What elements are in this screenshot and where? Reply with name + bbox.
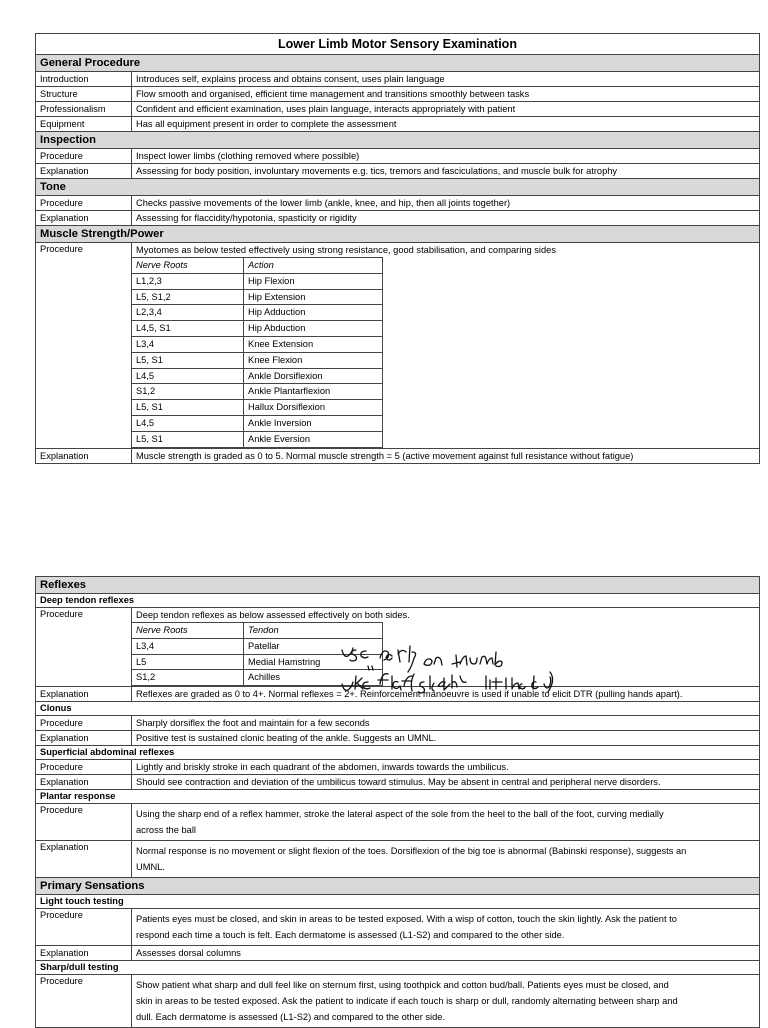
nerve-root-cell: L2,3,4 — [132, 305, 244, 321]
row-label: Introduction — [36, 72, 132, 87]
tendon-cell: Patellar — [244, 638, 383, 654]
action-cell: Ankle Dorsiflexion — [244, 368, 383, 384]
nerve-root-cell: L3,4 — [132, 336, 244, 352]
nerve-root-cell: L4,5 — [132, 368, 244, 384]
section-heading-inspection: Inspection — [36, 132, 760, 149]
table-row — [132, 654, 383, 670]
row-label: Procedure — [36, 909, 132, 946]
row-text: Introduces self, explains process and obtains consent, uses plain language — [132, 72, 760, 87]
page-title: Lower Limb Motor Sensory Examination — [36, 34, 760, 55]
row-text: Patients eyes must be closed, and skin in areas to be tested exposed. With a wisp of cotton, touch the skin lightly. Ask the patient to — [136, 914, 677, 925]
row-label: Structure — [36, 87, 132, 102]
subheading-deep-tendon: Deep tendon reflexes — [36, 594, 760, 608]
subheading-light-touch: Light touch testing — [36, 895, 760, 909]
row-text-cont: respond each time a touch is felt. Each dermatome is assessed (L1-S2) and compared to the other side. — [136, 930, 565, 941]
action-cell: Ankle Inversion — [244, 415, 383, 431]
row-label: Explanation — [36, 687, 132, 702]
col-header-nerve-roots: Nerve Roots — [132, 623, 244, 639]
row-text: Inspect lower limbs (clothing removed where possible) — [132, 149, 760, 164]
section-heading-reflexes: Reflexes — [36, 577, 760, 594]
nerve-root-cell: L5, S1 — [132, 431, 244, 447]
col-header-nerve-roots: Nerve Roots — [132, 258, 244, 274]
row-label: Procedure — [36, 608, 132, 687]
row-text: Has all equipment present in order to complete the assessment — [132, 117, 760, 132]
row-label: Procedure — [36, 716, 132, 731]
row-text: Myotomes as below tested effectively using strong resistance, good stabilisation, and comparing sides — [136, 245, 556, 255]
table-row — [132, 336, 383, 352]
action-cell: Hallux Dorsiflexion — [244, 400, 383, 416]
row-label: Equipment — [36, 117, 132, 132]
table-row — [132, 638, 383, 654]
row-label: Professionalism — [36, 102, 132, 117]
table-row — [132, 415, 383, 431]
table-row — [132, 368, 383, 384]
row-label: Procedure — [36, 243, 132, 449]
table-row — [132, 273, 383, 289]
action-cell: Ankle Plantarflexion — [244, 384, 383, 400]
row-text: Positive test is sustained clonic beating of the ankle. Suggests an UMNL. — [132, 731, 760, 746]
tendon-table — [131, 622, 383, 686]
row-label: Explanation — [36, 211, 132, 226]
action-cell: Knee Flexion — [244, 352, 383, 368]
row-label: Explanation — [36, 731, 132, 746]
action-cell: Hip Adduction — [244, 305, 383, 321]
row-label: Procedure — [36, 804, 132, 841]
row-text-cont: dull. Each dermatome is assessed (L1-S2) and compared to the other side. — [136, 1012, 446, 1023]
reflexes-sensation-table — [35, 576, 760, 1028]
nerve-root-cell: L4,5 — [132, 415, 244, 431]
tendon-cell: Achilles — [244, 670, 383, 686]
row-text: Normal response is no movement or slight flexion of the toes. Dorsiflexion of the big toe is abnormal (Babinski response), suggests an — [136, 846, 687, 857]
row-text: Using the sharp end of a reflex hammer, stroke the lateral aspect of the sole from the heel to the ball of the foot, curving medially — [136, 809, 664, 820]
nerve-root-cell: L5, S1,2 — [132, 289, 244, 305]
action-cell: Hip Abduction — [244, 321, 383, 337]
table-row — [132, 321, 383, 337]
row-label: Explanation — [36, 448, 132, 463]
subheading-plantar: Plantar response — [36, 790, 760, 804]
row-label: Procedure — [36, 196, 132, 211]
table-row — [132, 384, 383, 400]
nerve-root-cell: L3,4 — [132, 638, 244, 654]
table-row — [132, 670, 383, 686]
row-label: Explanation — [36, 841, 132, 878]
row-text: Muscle strength is graded as 0 to 5. Normal muscle strength = 5 (active movement against full resistance without fatigue) — [132, 448, 760, 463]
motor-sensory-table — [35, 33, 760, 464]
table-row — [132, 400, 383, 416]
myotome-table — [131, 257, 383, 448]
row-text: Reflexes are graded as 0 to 4+. Normal reflexes = 2+. Reinforcement manoeuvre is used if unable to elicit DTR (pulling hands apart). — [132, 687, 760, 702]
nerve-root-cell: L5, S1 — [132, 400, 244, 416]
section-heading-muscle: Muscle Strength/Power — [36, 226, 760, 243]
row-text: Confident and efficient examination, uses plain language, interacts appropriately with patient — [132, 102, 760, 117]
action-cell: Knee Extension — [244, 336, 383, 352]
row-text: Deep tendon reflexes as below assessed effectively on both sides. — [136, 610, 410, 620]
nerve-root-cell: L5 — [132, 654, 244, 670]
action-cell: Hip Flexion — [244, 273, 383, 289]
table-row — [132, 289, 383, 305]
nerve-root-cell: L5, S1 — [132, 352, 244, 368]
row-text: Flow smooth and organised, efficient time management and transitions smoothly between tasks — [132, 87, 760, 102]
section-heading-primary: Primary Sensations — [36, 878, 760, 895]
row-label: Procedure — [36, 760, 132, 775]
section-heading-general: General Procedure — [36, 55, 760, 72]
table-row — [132, 305, 383, 321]
table-row — [132, 431, 383, 447]
row-text-cont: UMNL. — [136, 862, 165, 873]
row-text-cont: across the ball — [136, 825, 196, 836]
subheading-clonus: Clonus — [36, 702, 760, 716]
row-text-cont: skin in areas to be tested exposed. Ask the patient to indicate if each touch is sharp or dull, randomly alternating between sharp and — [136, 996, 678, 1007]
action-cell: Hip Extension — [244, 289, 383, 305]
section-heading-tone: Tone — [36, 179, 760, 196]
subheading-abdominal: Superficial abdominal reflexes — [36, 746, 760, 760]
nerve-root-cell: S1,2 — [132, 384, 244, 400]
row-text: Lightly and briskly stroke in each quadrant of the abdomen, inwards towards the umbilicus. — [132, 760, 760, 775]
col-header-action: Action — [244, 258, 383, 274]
row-text: Checks passive movements of the lower limb (ankle, knee, and hip, then all joints together) — [132, 196, 760, 211]
col-header-tendon: Tendon — [244, 623, 383, 639]
nerve-root-cell: S1,2 — [132, 670, 244, 686]
nerve-root-cell: L4,5, S1 — [132, 321, 244, 337]
row-text: Assessing for flaccidity/hypotonia, spasticity or rigidity — [132, 211, 760, 226]
row-label: Procedure — [36, 149, 132, 164]
row-label: Explanation — [36, 775, 132, 790]
row-text: Show patient what sharp and dull feel like on sternum first, using toothpick and cotton bud/ball. Patients eyes must be closed, and — [136, 980, 669, 991]
table-row — [132, 352, 383, 368]
row-text: Assessing for body position, involuntary movements e.g. tics, tremors and fasciculations, and muscle bulk for atrophy — [132, 164, 760, 179]
row-text: Sharply dorsiflex the foot and maintain for a few seconds — [132, 716, 760, 731]
row-label: Explanation — [36, 164, 132, 179]
row-text: Should see contraction and deviation of the umbilicus toward stimulus. May be absent in central and peripheral nerve disorders. — [132, 775, 760, 790]
row-label: Explanation — [36, 946, 132, 961]
action-cell: Ankle Eversion — [244, 431, 383, 447]
row-text: Assesses dorsal columns — [132, 946, 760, 961]
nerve-root-cell: L1,2,3 — [132, 273, 244, 289]
tendon-cell: Medial Hamstring — [244, 654, 383, 670]
subheading-sharp-dull: Sharp/dull testing — [36, 961, 760, 975]
row-label: Procedure — [36, 975, 132, 1028]
